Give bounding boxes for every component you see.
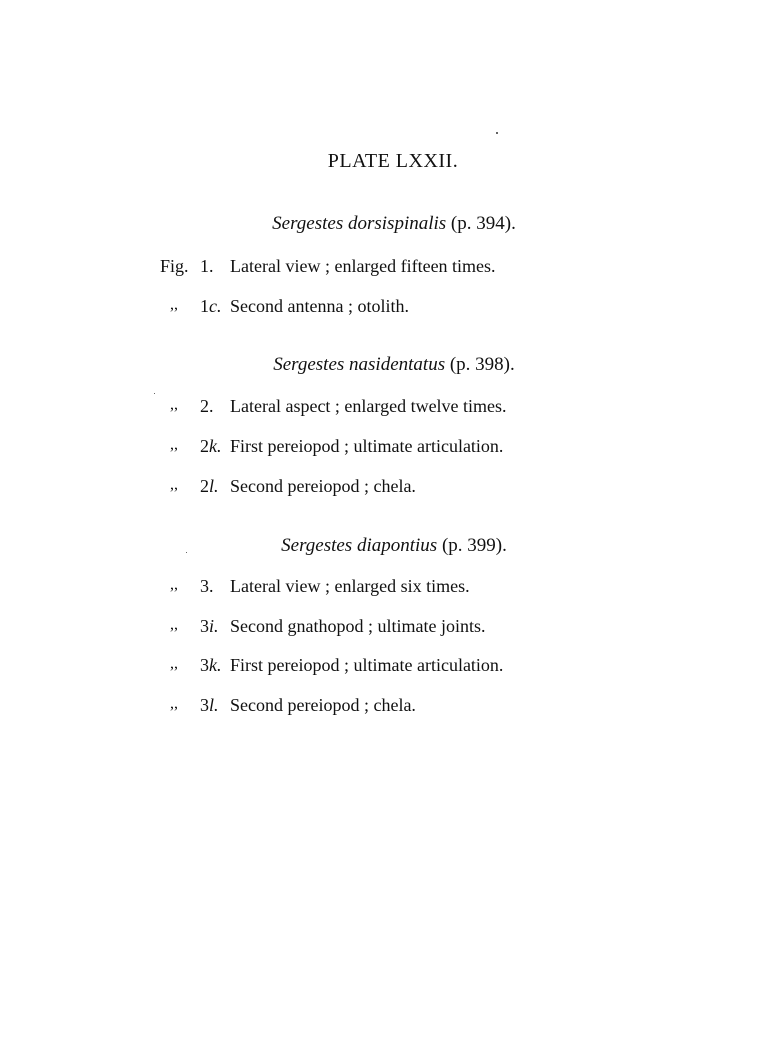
ditto-mark: ,,	[170, 655, 178, 672]
plate-title: PLATE LXXII.	[327, 150, 459, 172]
figure-number: 1.	[200, 256, 214, 276]
figure-description: First pereiopod ; ultimate articulation.	[230, 436, 504, 456]
print-speck	[496, 132, 498, 134]
figure-description: Lateral view ; enlarged fifteen times.	[230, 256, 496, 276]
ditto-mark: ,,	[170, 616, 178, 633]
figure-number: 3i.	[200, 616, 219, 636]
ditto-mark: ,,	[170, 296, 178, 313]
ditto-mark: ,,	[170, 576, 178, 593]
species-heading-diapontius	[0, 535, 776, 557]
ditto-mark: ,,	[170, 396, 178, 413]
print-speck	[154, 393, 155, 394]
ditto-mark: ,,	[170, 436, 178, 453]
figure-description: Lateral aspect ; enlarged twelve times.	[230, 396, 507, 416]
figure-description: Second pereiopod ; chela.	[230, 695, 416, 715]
figure-number: 3.	[200, 576, 214, 596]
page-reference: (p. 399).	[441, 535, 507, 556]
figure-number: 3l.	[200, 695, 219, 715]
figure-description: Second gnathopod ; ultimate joints.	[230, 616, 486, 636]
figure-number: 2k.	[200, 436, 222, 456]
species-name: Sergestes diapontius	[281, 535, 438, 556]
species-heading-dorsispinalis	[0, 213, 776, 235]
figure-number: 1c.	[200, 296, 222, 316]
ditto-mark: ,,	[170, 695, 178, 712]
ditto-mark: ,,	[170, 476, 178, 493]
fig-label: Fig.	[160, 256, 189, 276]
page-reference: (p. 394).	[450, 213, 516, 234]
figure-number: 3k.	[200, 655, 222, 675]
figure-description: Second antenna ; otolith.	[230, 296, 409, 316]
page-reference: (p. 398).	[449, 354, 515, 375]
figure-description: Second pereiopod ; chela.	[230, 476, 416, 496]
figure-number: 2.	[200, 396, 214, 416]
figure-description: Lateral view ; enlarged six times.	[230, 576, 470, 596]
figure-description: First pereiopod ; ultimate articulation.	[230, 655, 504, 675]
species-name: Sergestes dorsispinalis	[272, 213, 447, 234]
species-name: Sergestes nasidentatus	[273, 354, 446, 375]
figure-number: 2l.	[200, 476, 219, 496]
species-heading-nasidentatus	[0, 354, 776, 376]
